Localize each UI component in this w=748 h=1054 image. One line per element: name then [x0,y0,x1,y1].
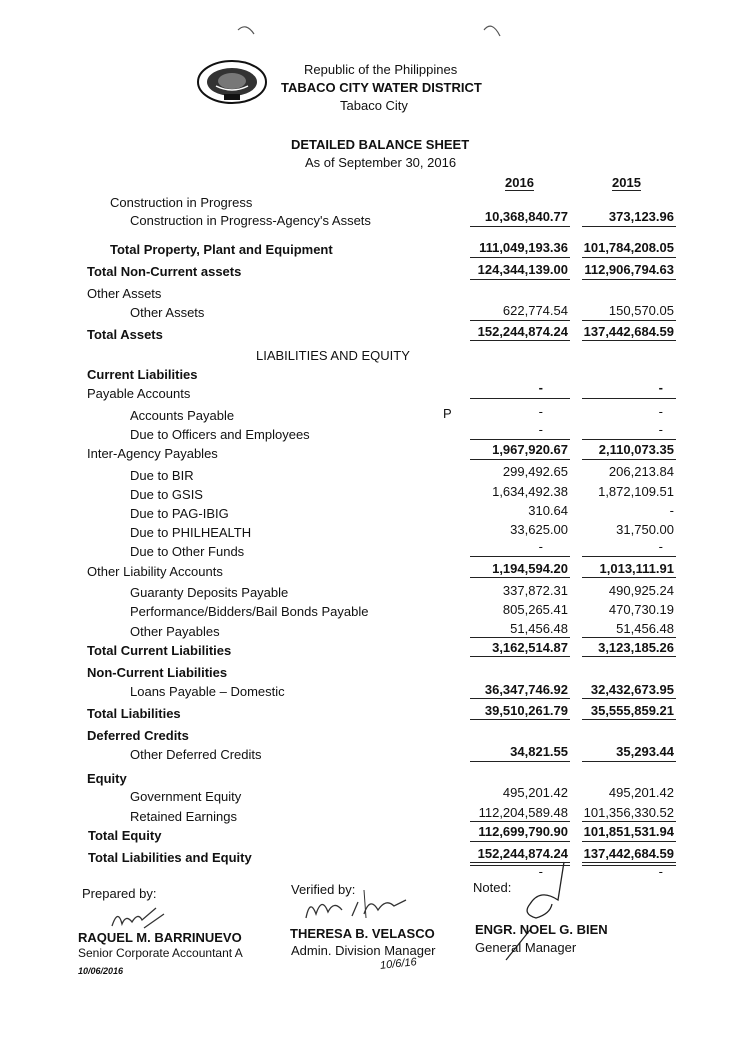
section-label: Non-Current Liabilities [87,665,228,680]
value-2016: 1,194,594.20 [492,561,568,576]
value-2016: 805,265.41 [502,602,568,617]
rule [582,257,676,258]
rule [582,226,676,227]
rule [470,439,570,440]
rule [582,459,676,460]
row-label: Construction in Progress-Agency's Assets [130,213,371,228]
section-heading: LIABILITIES AND EQUITY [256,348,410,363]
rule [582,637,676,638]
value-2015: 137,442,684.59 [583,324,674,339]
value-2016: 3,162,514.87 [492,640,568,655]
row-label: Due to Other Funds [130,544,245,559]
rule [470,226,570,227]
rule [470,637,570,638]
rule [582,719,676,720]
rule [470,698,570,699]
section-label: Current Liabilities [87,367,198,382]
value-2016: 112,699,790.90 [478,824,568,839]
verified-signature [302,888,412,924]
rule [470,257,570,258]
row-label: Other Assets [130,305,205,320]
value-2016: 33,625.00 [510,522,568,537]
row-label: Due to PAG-IBIG [130,506,229,521]
row-label: Accounts Payable [130,408,235,423]
row-label: Performance/Bidders/Bail Bonds Payable [130,604,369,619]
value-2016: 1,634,492.38 [492,484,568,499]
rule [582,398,676,399]
row-label: Other Liability Accounts [87,564,223,579]
value-2015: 490,925.24 [608,583,674,598]
value-2016: 36,347,746.92 [484,682,568,697]
rule [582,862,676,863]
row-label: Total Liabilities [87,706,181,721]
value-2015: 101,784,208.05 [583,240,674,255]
verified-name: THERESA B. VELASCO [290,926,435,941]
republic-line: Republic of the Philippines [304,62,458,77]
noted-name: ENGR. NOEL G. BIEN [475,922,608,937]
value-2015: 32,432,673.95 [590,682,674,697]
rule [470,577,570,578]
rule [470,656,570,657]
scan-mark [482,20,504,40]
row-label: Due to BIR [130,468,194,483]
value-2015: 35,555,859.21 [590,703,674,718]
rule [582,698,676,699]
row-label: Guaranty Deposits Payable [130,585,289,600]
value-2016: 299,492.65 [502,464,568,479]
row-label: Due to Officers and Employees [130,427,310,442]
value-2016: - [538,380,543,395]
row-label: Total Liabilities and Equity [88,850,252,865]
verified-date: 10/6/16 [379,956,418,972]
value-2016: 622,774.54 [502,303,568,318]
verified-title: Admin. Division Manager [291,943,436,958]
value-2015: 31,750.00 [616,522,674,537]
value-2015: - [658,404,663,419]
value-2015: - [669,503,674,518]
value-2015: 150,570.05 [608,303,674,318]
value-2016: 34,821.55 [510,744,568,759]
rule [582,320,676,321]
value-2015: - [658,422,663,437]
row-label: Total Current Liabilities [87,643,232,658]
value-2015: 3,123,185.26 [598,640,674,655]
row-label: Due to GSIS [130,487,203,502]
row-label: Government Equity [130,789,242,804]
value-2016: 1,967,920.67 [492,442,568,457]
column-header-2016: 2016 [505,175,534,190]
value-2015: 101,851,531.94 [583,824,674,839]
value-2016: 10,368,840.77 [484,209,568,224]
value-2015: 373,123.96 [608,209,674,224]
prepared-name: RAQUEL M. BARRINUEVO [78,930,242,945]
value-2016: 112,204,589.48 [478,805,568,820]
rule [470,459,570,460]
row-label: Total Assets [87,327,163,342]
value-2016: - [538,404,543,419]
row-label: Inter-Agency Payables [87,446,218,461]
rule [470,841,570,842]
report-subtitle: As of September 30, 2016 [305,155,457,170]
value-2015: 101,356,330.52 [583,805,674,820]
organization-name: TABACO CITY WATER DISTRICT [281,80,482,95]
report-title: DETAILED BALANCE SHEET [291,137,470,152]
value-2016: 124,344,139.00 [477,262,568,277]
value-2015: 1,013,111.91 [599,561,674,576]
rule [582,340,676,341]
water-district-seal [196,60,268,104]
scan-mark [236,22,258,38]
value-2016: 51,456.48 [510,621,568,636]
value-2015: 495,201.42 [608,785,674,800]
prepared-date: 10/06/2016 [78,966,124,976]
value-2015: - [658,864,663,879]
column-header-2015: 2015 [612,175,641,190]
row-label: Other Payables [130,624,220,639]
verified-by-label: Verified by: [291,882,356,897]
prepared-title: Senior Corporate Accountant A [78,946,243,960]
value-2016: 111,049,193.36 [479,240,568,255]
rule [582,656,676,657]
prepared-by-label: Prepared by: [82,886,157,901]
row-label: Retained Earnings [130,809,237,824]
value-2015: 35,293.44 [616,744,674,759]
value-2015: 206,213.84 [608,464,674,479]
value-2015: 1,872,109.51 [598,484,674,499]
value-2016: 495,201.42 [502,785,568,800]
value-2016: 310.64 [528,503,568,518]
value-2015: 2,110,073.35 [598,442,674,457]
rule [470,556,570,557]
rule [470,340,570,341]
rule [470,398,570,399]
row-label: Loans Payable – Domestic [130,684,285,699]
noted-label: Noted: [473,880,512,895]
rule [582,279,676,280]
rule [582,556,676,557]
peso-sign: P [443,406,452,421]
section-label: Equity [87,771,127,786]
rule [470,761,570,762]
section-label: Other Assets [87,286,162,301]
row-label: Total Non-Current assets [87,264,242,279]
row-label: Total Equity [88,828,162,843]
rule [582,761,676,762]
row-label: Due to PHILHEALTH [130,525,252,540]
value-2016: 152,244,874.24 [477,846,568,861]
rule [470,320,570,321]
value-2016: - [538,864,543,879]
value-2016: - [538,539,543,554]
row-label: Other Deferred Credits [130,747,262,762]
value-2015: 470,730.19 [608,602,674,617]
section-label: Deferred Credits [87,728,189,743]
value-2015: - [658,539,663,554]
value-2016: 39,510,261.79 [484,703,568,718]
rule [582,841,676,842]
value-2016: - [538,422,543,437]
city-name: Tabaco City [340,98,408,113]
value-2015: 112,906,794.63 [584,262,674,277]
section-label: Construction in Progress [110,195,253,210]
rule [470,719,570,720]
value-2015: - [658,380,663,395]
rule [582,439,676,440]
value-2016: 152,244,874.24 [477,324,568,339]
value-2016: 337,872.31 [502,583,568,598]
rule [470,279,570,280]
rule [582,821,676,822]
noted-title: General Manager [475,940,577,955]
row-label: Payable Accounts [87,386,191,401]
rule [582,577,676,578]
value-2015: 137,442,684.59 [583,846,674,861]
value-2015: 51,456.48 [616,621,674,636]
rule [470,821,570,822]
row-label: Total Property, Plant and Equipment [110,242,333,257]
